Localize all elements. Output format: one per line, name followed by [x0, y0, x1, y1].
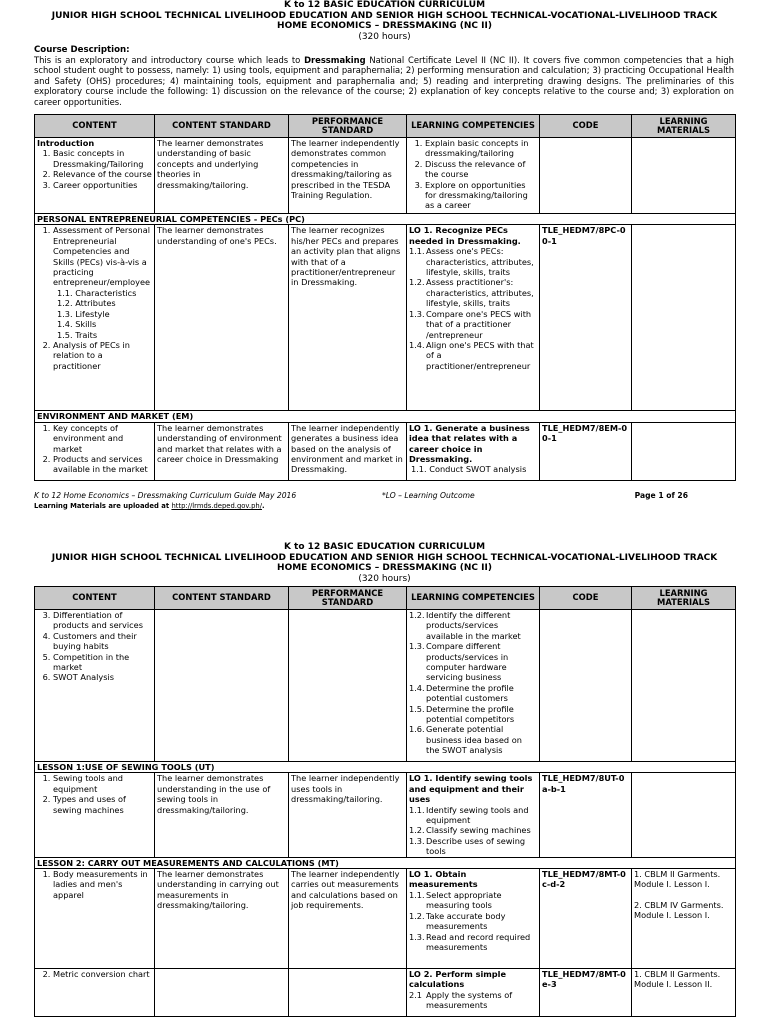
competency-cell: [407, 610, 540, 762]
footer-page-number: Page 1 of 26: [634, 491, 688, 500]
comp-num: 1.1.: [409, 246, 425, 257]
comp-num: 1.4.: [409, 339, 425, 350]
upload-text: Learning Materials are uploaded at: [34, 502, 172, 510]
table-row: [35, 422, 736, 480]
list-item: 2. Products and services available in the market: [53, 454, 152, 475]
competency-item: [409, 277, 537, 308]
intro-list: [37, 148, 152, 190]
table-row: [35, 773, 736, 857]
comp-text: Assess one's PECs: characteristics, attributes, lifestyle, skills, traits: [426, 246, 534, 278]
performance-cell: The learner independently demonstrates common competencies in dressmaking/tailoring as prescribed in the TESDA Training Regulation.: [289, 138, 407, 214]
list-item: 4. Customers and their buying habits: [53, 631, 152, 652]
competency-cell: [407, 422, 540, 480]
header-hours: (320 hours): [358, 31, 411, 42]
competency-cell: [407, 225, 540, 411]
comp-text: Describe uses of sewing tools: [426, 835, 526, 857]
table-header-row: [35, 587, 736, 610]
section-row: [35, 857, 736, 868]
performance-cell: The learner independently generates a business idea based on the analysis of environment and market in Dressmaking.: [289, 422, 407, 480]
sub-item: 1.4. Skills: [57, 319, 97, 330]
intro-title: Introduction: [37, 138, 95, 149]
pec-item1: Assessment of Personal Entrepreneurial Competencies and Skills (PECs) vis-à-vis a practicing entrepreneur/employee: [53, 225, 151, 288]
comp-text: Take accurate body measurements: [426, 910, 506, 932]
content-cell: [35, 138, 155, 214]
table-row: [35, 869, 736, 969]
comp-num: 1.2.: [409, 825, 425, 836]
header-hours: (320 hours): [358, 573, 411, 584]
sub-item: 1.5. Traits: [57, 329, 98, 340]
comp-num: 1.1.: [409, 889, 425, 900]
comp-num: 2.1: [409, 989, 423, 1000]
list-item: 3. Explore on opportunities for dressmaking/tailoring as a career: [425, 180, 537, 211]
competency-item: 1.1. Conduct SWOT analysis: [411, 464, 527, 475]
comp-text: Identify sewing tools and equipment: [426, 804, 529, 826]
standard-cell: The learner demonstrates understanding of environment and market that relates with a career choice in Dressmaking: [155, 422, 289, 480]
performance-cell: [289, 969, 407, 1017]
comp-num: 1.6.: [409, 724, 425, 735]
mt-list-2: [37, 969, 152, 979]
comp-text: Determine the profile potential competitors: [426, 703, 515, 725]
list-item: 1. Body measurements in ladies and men's apparel: [53, 869, 152, 900]
comp-num: 1.1.: [409, 804, 425, 815]
competency-item: [409, 825, 537, 835]
materials-cell: [632, 773, 736, 857]
performance-cell: The learner recognizes his/her PECs and prepares an activity plan that aligns with that of a practitioner/entrepreneur in Dressmaking.: [289, 225, 407, 411]
list-item: 5. Competition in the market: [53, 652, 152, 673]
col-code: CODE: [540, 587, 632, 610]
content-cell: [35, 869, 155, 969]
competency-item: [409, 990, 537, 1011]
list-item: 3. Career opportunities: [53, 180, 152, 190]
competency-item: [409, 911, 537, 932]
header-line3: HOME ECONOMICS – DRESSMAKING (NC II): [277, 21, 492, 31]
comp-text: Generate potential business idea based on the SWOT analysis: [426, 724, 522, 756]
learning-outcome: LO 1. Obtain measurements: [409, 869, 478, 890]
competency-item: [409, 246, 537, 277]
list-item: 2. Analysis of PECs in relation to a practitioner: [53, 340, 152, 371]
competency-item: [409, 641, 537, 683]
comp-text: Classify sewing machines: [426, 825, 531, 836]
cd-text-a: This is an exploratory and introductory course which leads to: [34, 55, 305, 65]
curriculum-page-1: [34, 0, 735, 481]
col-content-standard: CONTENT STANDARD: [155, 587, 289, 610]
upload-link[interactable]: http://lrmds.deped.gov.ph/: [171, 502, 262, 510]
comp-text: Compare one's PECS with that of a practitioner /entrepreneur: [426, 308, 532, 340]
standard-cell: [155, 969, 289, 1017]
section-mt: LESSON 2: CARRY OUT MEASUREMENTS AND CALCULATIONS (MT): [35, 857, 736, 868]
header-line1: K to 12 BASIC EDUCATION CURRICULUM: [283, 0, 486, 10]
competency-item: [409, 805, 537, 826]
section-row: [35, 762, 736, 773]
standard-cell: The learner demonstrates understanding of basic concepts and underlying theories in dressmaking/tailoring.: [155, 138, 289, 214]
header-line1: K to 12 BASIC EDUCATION CURRICULUM: [283, 542, 486, 552]
comp-num: 1.2.: [409, 910, 425, 921]
table-row: [35, 610, 736, 762]
materials-cell: [632, 225, 736, 411]
competency-item: [409, 890, 537, 911]
section-row: [35, 411, 736, 422]
code-cell: TLE_HEDM7/8MT-0c-d-2: [540, 869, 632, 969]
competency-item: [409, 932, 537, 953]
col-performance-standard: PERFORMANCE STANDARD: [289, 587, 407, 610]
curriculum-page-2: [34, 542, 735, 1017]
comp-text: Select appropriate measuring tools: [426, 889, 502, 911]
pec-list: [37, 225, 152, 371]
standard-cell: The learner demonstrates understanding in the use of sewing tools in dressmaking/tailoring.: [155, 773, 289, 857]
ut-list: [37, 773, 152, 815]
competency-item: [409, 340, 537, 371]
sub-item: 1.2. Attributes: [57, 298, 116, 309]
code-cell: TLE_HEDM7/8MT-0e-3: [540, 969, 632, 1017]
learning-outcome: LO 1. Identify sewing tools and equipment and their uses: [409, 773, 533, 805]
cd-text-b: National Certificate Level II (NC II). It covers five common competencies that a high school student ought to possess, namely: 1) using tools, equipment and paraphernalia; 2) performing mensuration and calculation; 3) practicing Occupational Health and Safety (OHS) procedures; 4) maintaining tools, equipment and paraphernalia and; 5) reading and interpreting drawing designs. The preliminaries of this exploratory course include the following: 1) discussion on the relevance of the course; 2) explanation of key concepts relative to the course and; 3) exploration on career opportunities.: [34, 55, 734, 107]
header-line2: JUNIOR HIGH SCHOOL TECHNICAL LIVELIHOOD EDUCATION AND SENIOR HIGH SCHOOL TECHNICAL-VOCATIONAL-LIVELIHOOD TRACK: [51, 552, 718, 563]
list-item: 2. Metric conversion chart: [53, 969, 152, 979]
comp-text: Read and record required measurements: [426, 931, 531, 952]
comp-text: Apply the systems of measurements: [426, 989, 513, 1011]
code-cell: TLE_HEDM7/8EM-00-1: [540, 422, 632, 480]
competency-item: [409, 610, 537, 641]
list-item: 1. Sewing tools and equipment: [53, 773, 152, 794]
curriculum-table: [34, 586, 736, 1017]
competency-cell: [407, 869, 540, 969]
list-item: 1. Basic concepts in Dressmaking/Tailoring: [53, 148, 152, 169]
comp-num: 1.3.: [409, 835, 425, 846]
footer-upload-note: [34, 502, 265, 511]
content-cell: [35, 422, 155, 480]
code-cell: TLE_HEDM7/8UT-0a-b-1: [540, 773, 632, 857]
comp-num: 1.3.: [409, 641, 425, 652]
competency-cell: [407, 773, 540, 857]
content-cell: [35, 610, 155, 762]
sub-item: 1.1. Characteristics: [57, 287, 137, 298]
learning-outcome: LO 2. Perform simple calculations: [409, 969, 507, 990]
comp-num: 1.5.: [409, 703, 425, 714]
materials-cell: [632, 422, 736, 480]
list-item: [53, 225, 152, 339]
list-item: 2. Relevance of the course: [53, 169, 152, 179]
list-item: 6. SWOT Analysis: [53, 672, 152, 682]
table-row: [35, 138, 736, 214]
section-em: ENVIRONMENT AND MARKET (EM): [35, 411, 736, 422]
standard-cell: The learner demonstrates understanding of one's PECs.: [155, 225, 289, 411]
competency-item: [409, 724, 537, 755]
col-learning-competencies: LEARNING COMPETENCIES: [407, 587, 540, 610]
list-item: 2. Types and uses of sewing machines: [53, 794, 152, 815]
col-learning-materials: LEARNING MATERIALS: [632, 115, 736, 138]
sub-item: 1.3. Lifestyle: [57, 308, 110, 319]
list-item: 3. Differentiation of products and services: [53, 610, 152, 631]
upload-dot: .: [261, 502, 265, 510]
content-cell: [35, 225, 155, 411]
materials-cell: 1. CBLM II Garments. Module I. Lesson II.: [632, 969, 736, 1017]
list-item: 2. Discuss the relevance of the course: [425, 159, 537, 180]
comp-text: Align one's PECS with that of a practitioner/entrepreneur: [426, 339, 534, 371]
competency-cell: [407, 969, 540, 1017]
comp-num: 1.3.: [409, 931, 425, 942]
materials-cell: [632, 138, 736, 214]
comp-num: 1.3.: [409, 308, 425, 319]
competency-cell: [407, 138, 540, 214]
comp-num: 1.2.: [409, 610, 425, 620]
table-row: [35, 969, 736, 1017]
comp-num: 1.4.: [409, 682, 425, 693]
competency-list: [409, 138, 537, 211]
header-line2: JUNIOR HIGH SCHOOL TECHNICAL LIVELIHOOD EDUCATION AND SENIOR HIGH SCHOOL TECHNICAL-VOCATIONAL-LIVELIHOOD TRACK: [51, 10, 718, 21]
material-item: 2. CBLM IV Garments. Module I. Lesson I.: [634, 899, 724, 921]
page-header: [34, 0, 735, 42]
col-content: CONTENT: [35, 587, 155, 610]
competency-item: [409, 309, 537, 340]
materials-cell: [632, 869, 736, 969]
course-description-text: [34, 55, 734, 107]
materials-cell: [632, 610, 736, 762]
code-cell: [540, 138, 632, 214]
page-header: [34, 542, 735, 584]
content-cell: [35, 969, 155, 1017]
col-performance-standard: PERFORMANCE STANDARD: [289, 115, 407, 138]
competency-item: [409, 704, 537, 725]
comp-text: Assess practitioner's: characteristics, attributes, lifestyle, skills, traits: [426, 277, 534, 309]
em-list: [37, 423, 152, 475]
standard-cell: The learner demonstrates understanding in carrying out measurements in dressmaking/tailoring.: [155, 869, 289, 969]
col-content: CONTENT: [35, 115, 155, 138]
competency-item: [409, 836, 537, 857]
learning-outcome: LO 1. Recognize PECs needed in Dressmaking.: [409, 225, 521, 246]
comp-text: Identify the different products/services available in the market: [426, 610, 521, 641]
section-row: [35, 214, 736, 225]
col-learning-materials: LEARNING MATERIALS: [632, 587, 736, 610]
col-code: CODE: [540, 115, 632, 138]
material-item: 1. CBLM II Garments. Module I. Lesson I.: [634, 869, 721, 890]
comp-num: 1.2.: [409, 277, 425, 288]
col-learning-competencies: LEARNING COMPETENCIES: [407, 115, 540, 138]
performance-cell: [289, 610, 407, 762]
comp-text: Determine the profile potential customers: [426, 682, 514, 704]
performance-cell: The learner independently carries out measurements and calculations based on job requirements.: [289, 869, 407, 969]
section-pec: PERSONAL ENTREPRENEURIAL COMPETENCIES - PECs (PC): [35, 214, 736, 225]
footer-lo-note: *LO – Learning Outcome: [382, 491, 475, 500]
standard-cell: [155, 610, 289, 762]
content-cell: [35, 773, 155, 857]
col-content-standard: CONTENT STANDARD: [155, 115, 289, 138]
curriculum-table: [34, 114, 736, 481]
comp-text: Compare different products/services in computer hardware servicing business: [426, 641, 509, 683]
list-item: 1. Explain basic concepts in dressmaking/tailoring: [425, 138, 537, 159]
list-item: 1. Key concepts of environment and market: [53, 423, 152, 454]
mt-list: [37, 869, 152, 900]
table-row: [35, 225, 736, 411]
section-ut: LESSON 1:USE OF SEWING TOOLS (UT): [35, 762, 736, 773]
competency-item: [409, 683, 537, 704]
code-cell: [540, 610, 632, 762]
code-cell: TLE_HEDM7/8PC-00-1: [540, 225, 632, 411]
table-header-row: [35, 115, 736, 138]
em-cont-list: [37, 610, 152, 683]
header-line3: HOME ECONOMICS – DRESSMAKING (NC II): [277, 563, 492, 573]
performance-cell: The learner independently uses tools in dressmaking/tailoring.: [289, 773, 407, 857]
footer-guide: K to 12 Home Economics – Dressmaking Curriculum Guide May 2016: [34, 491, 297, 500]
cd-text-bold: Dressmaking: [304, 55, 366, 65]
course-description-title: Course Description:: [34, 45, 130, 55]
learning-outcome: LO 1. Generate a business idea that relates with a career choice in Dressmaking.: [409, 422, 530, 465]
